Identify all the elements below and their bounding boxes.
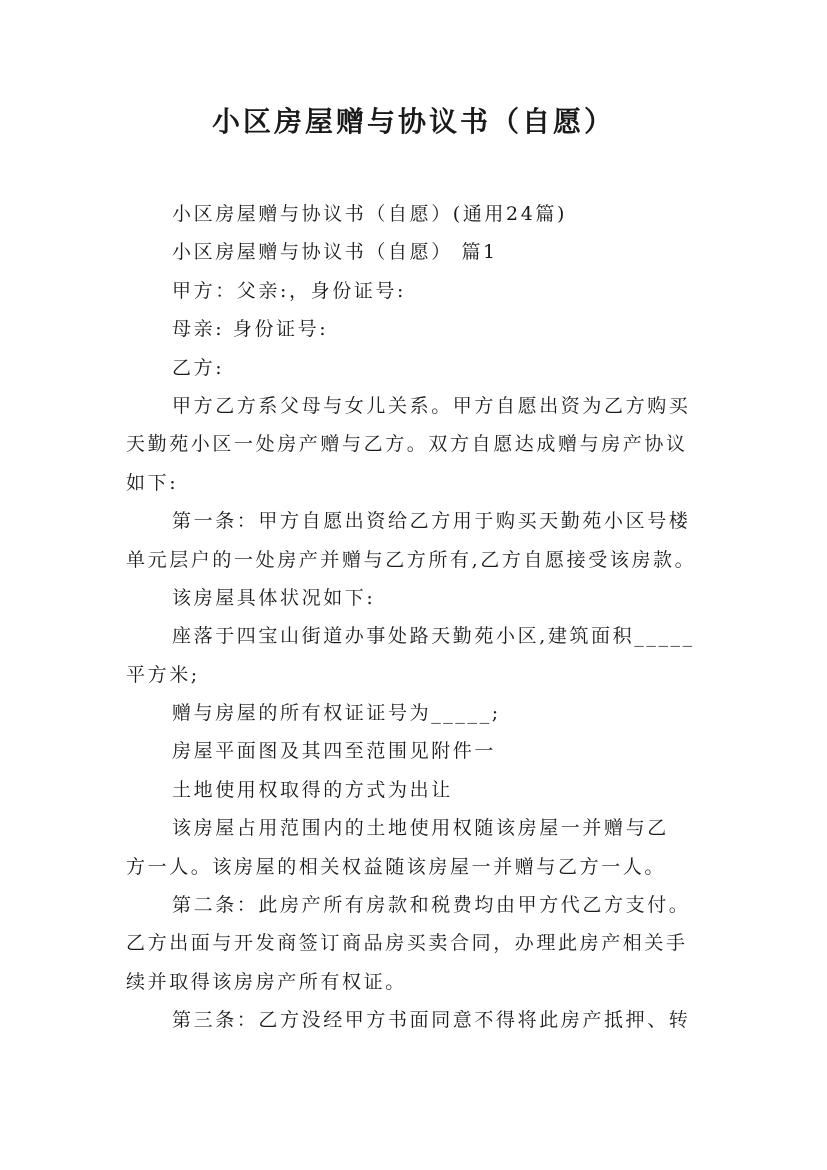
document-line: 赠与房屋的所有权证证号为_____; (172, 702, 501, 725)
document-line: 该房屋占用范围内的土地使用权随该房屋一并赠与乙 (172, 817, 669, 840)
document-line: 座落于四宝山街道办事处路天勤苑小区,建筑面积_____ (172, 625, 695, 648)
document-line: 第一条：甲方自愿出资给乙方用于购买天勤苑小区号楼 (172, 510, 691, 533)
document-line: 房屋平面图及其四至范围见附件一 (172, 740, 497, 763)
document-body (126, 195, 716, 1040)
document-line: 方一人。该房屋的相关权益随该房屋一并赠与乙方一人。 (126, 855, 667, 878)
document-line: 第二条：此房产所有房款和税费均由甲方代乙方支付。 (172, 894, 691, 917)
document-line: 小区房屋赠与协议书（自愿）(通用24篇) (172, 203, 568, 225)
document-line: 第三条：乙方没经甲方书面同意不得将此房产抵押、转 (172, 1009, 691, 1032)
document-line: 平方米; (126, 663, 200, 686)
document-line: 续并取得该房房产所有权证。 (126, 970, 407, 993)
document-line: 乙方出面与开发商签订商品房买卖合同，办理此房产相关手 (126, 932, 688, 955)
document-line: 如下: (126, 471, 179, 494)
document-title: 小区房屋赠与协议书（自愿） (211, 105, 615, 138)
document-line: 乙方: (172, 356, 225, 379)
document-line: 土地使用权取得的方式为出让 (172, 778, 453, 801)
document-line: 单元层户的一处房产并赠与乙方所有,乙方自愿接受该房款。 (126, 548, 697, 571)
document-line: 该房屋具体状况如下: (172, 586, 376, 609)
document-line: 天勤苑小区一处房产赠与乙方。双方自愿达成赠与房产协议 (126, 433, 688, 456)
document-line: 母亲: 身份证号: (172, 318, 329, 341)
document-line: 小区房屋赠与协议书（自愿） 篇1 (172, 241, 498, 264)
document-line: 甲方乙方系父母与女儿关系。甲方自愿出资为乙方购买 (172, 394, 691, 417)
document-line: 甲方：父亲:，身份证号: (172, 279, 407, 302)
